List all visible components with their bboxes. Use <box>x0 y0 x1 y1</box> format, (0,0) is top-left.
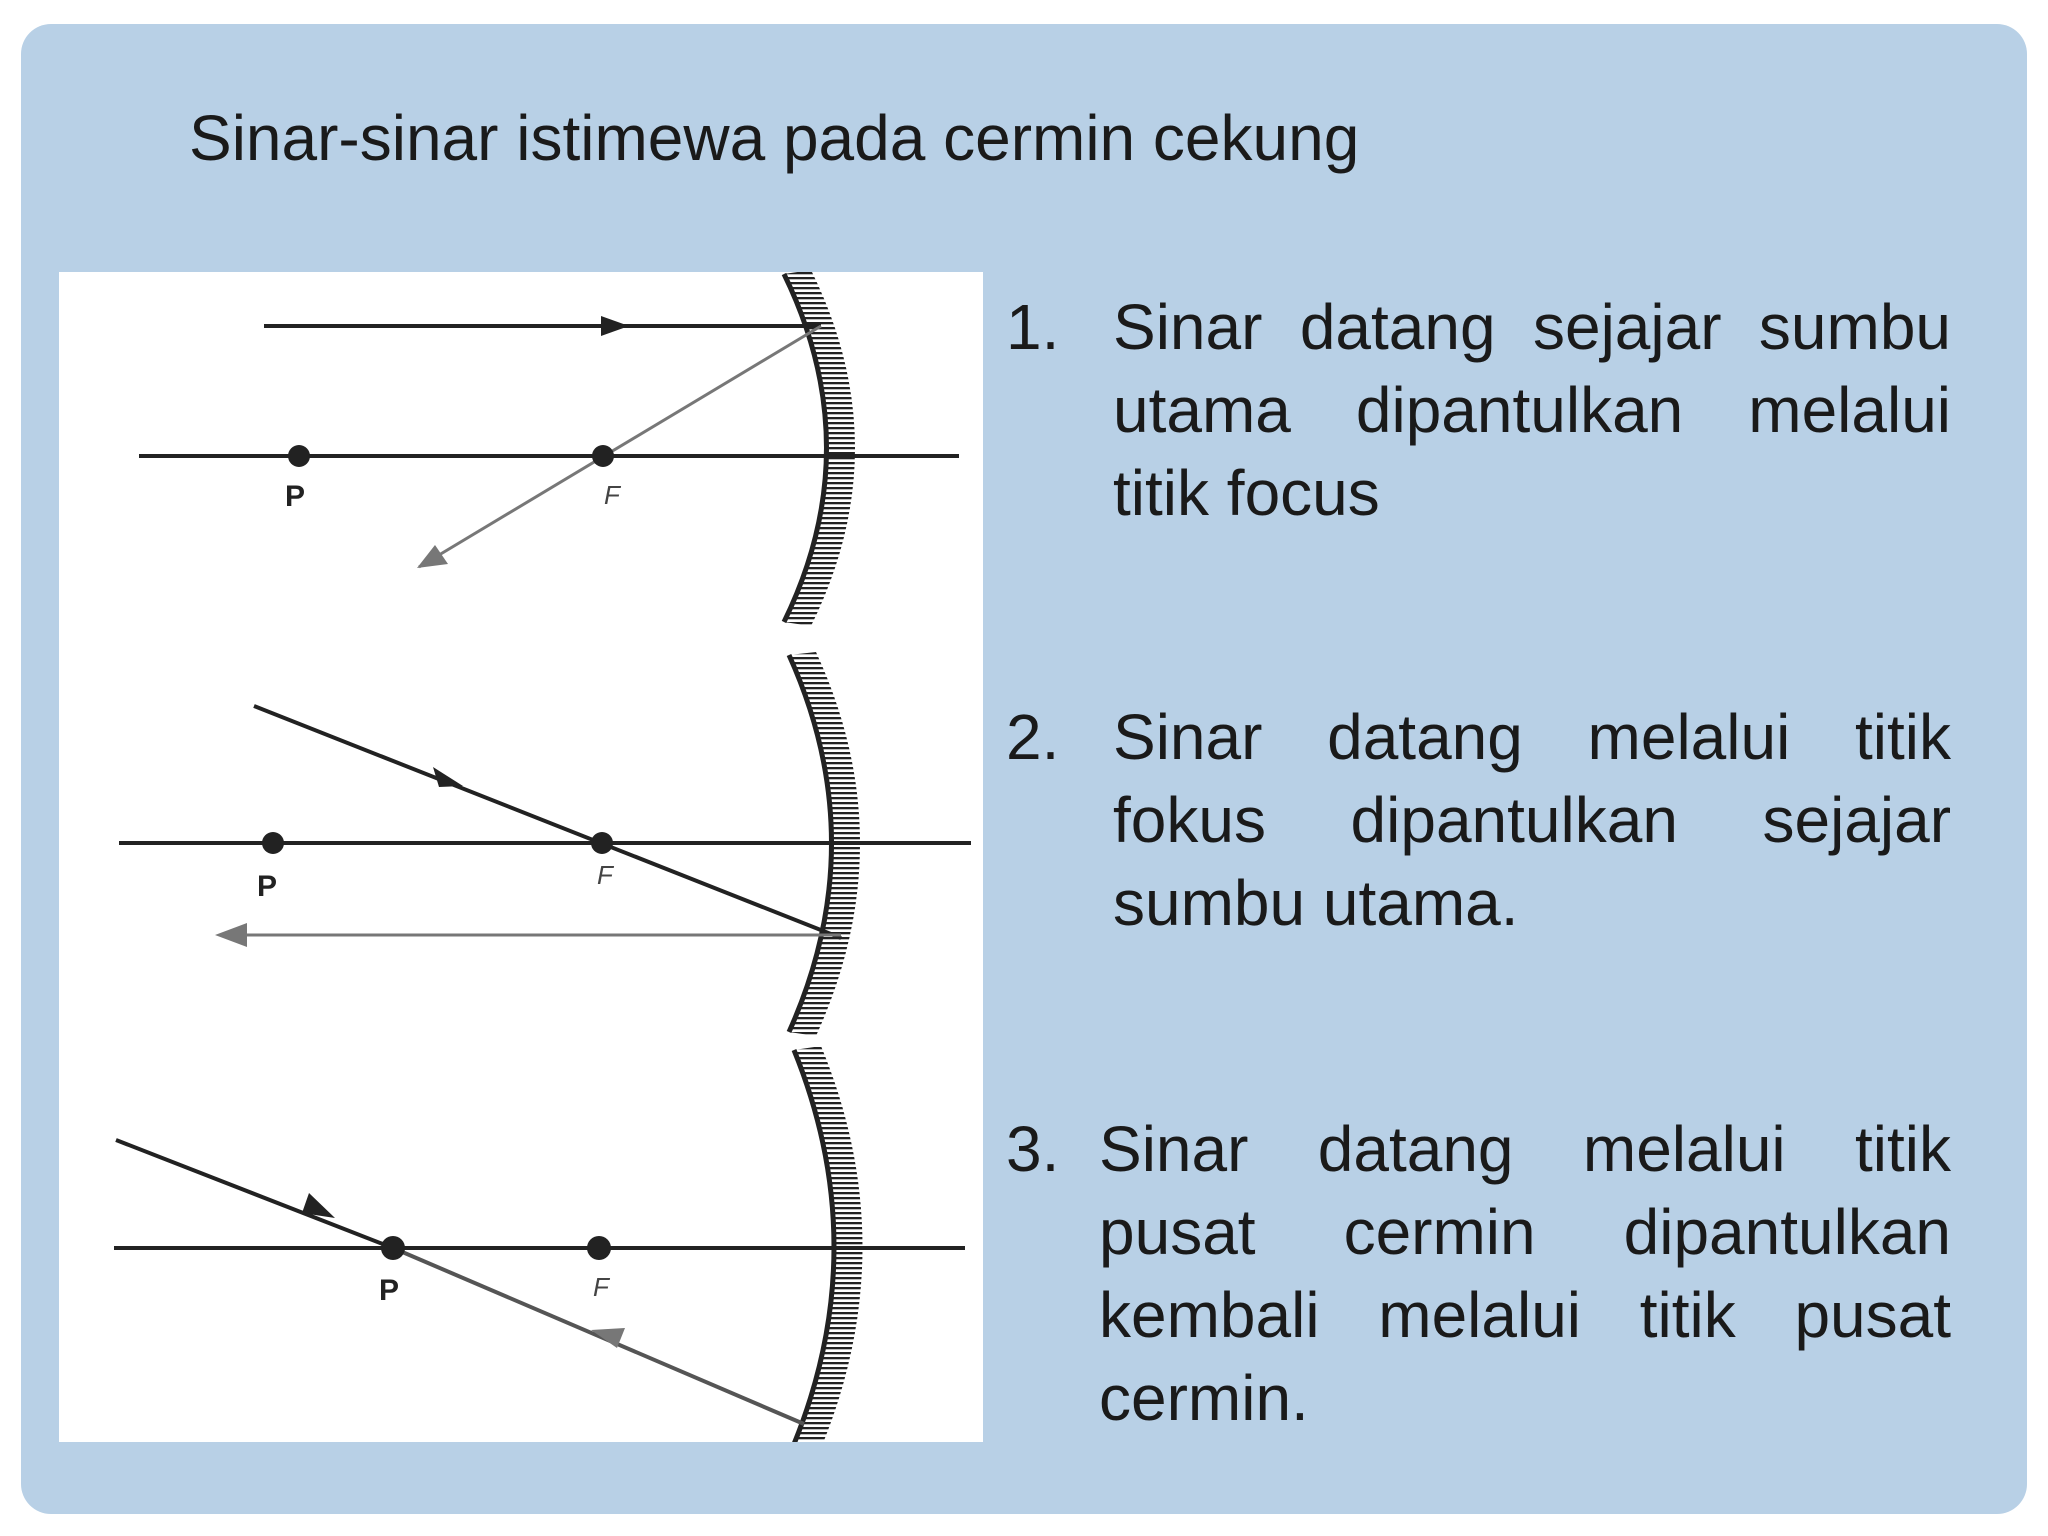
concave-mirror-diagram <box>59 272 983 1442</box>
list-item-number: 1. <box>1006 291 1060 363</box>
list-item-number: 2. <box>1006 701 1060 773</box>
concave-mirror <box>794 1046 863 1442</box>
slide-title: Sinar-sinar istimewa pada cermin cekung <box>189 102 1360 174</box>
ray-arrowhead <box>601 316 629 336</box>
focus-point <box>592 445 614 467</box>
ray-arrowhead <box>417 545 448 568</box>
incident-ray <box>116 1140 393 1248</box>
list-item-number: 3. <box>1006 1113 1060 1185</box>
list-item-text: Sinar datang melalui titik fokus dipantulkan sejajar sumbu utama. <box>1113 701 1951 939</box>
center-point <box>381 1236 405 1260</box>
point-label-f: F <box>593 1272 609 1302</box>
list-item <box>1006 286 1951 535</box>
center-point <box>262 832 284 854</box>
panel-center-ray <box>114 1046 965 1442</box>
focus-point <box>591 832 613 854</box>
panel-parallel-ray <box>139 272 959 626</box>
list-item <box>1006 696 1951 945</box>
point-label-f: F <box>597 860 613 890</box>
reflected-ray <box>419 326 821 567</box>
slide <box>21 24 2027 1514</box>
list-item <box>1006 1108 1951 1440</box>
list-item-text: Sinar datang sejajar sumbu utama dipantulkan melalui titik focus <box>1113 291 1951 529</box>
focus-point <box>587 1236 611 1260</box>
incident-ray <box>254 706 841 938</box>
list-item-text: Sinar datang melalui titik pusat cermin dipantulkan kembali melalui titik pusat cermin. <box>1099 1113 1951 1434</box>
point-label-f: F <box>604 480 620 510</box>
point-label-p: P <box>379 1274 400 1307</box>
panel-focus-ray <box>119 652 971 1036</box>
ray-arrowhead <box>215 923 247 947</box>
point-label-p: P <box>257 870 278 903</box>
center-point <box>288 445 310 467</box>
ray-arrowhead <box>433 767 463 787</box>
point-label-p: P <box>285 480 306 513</box>
